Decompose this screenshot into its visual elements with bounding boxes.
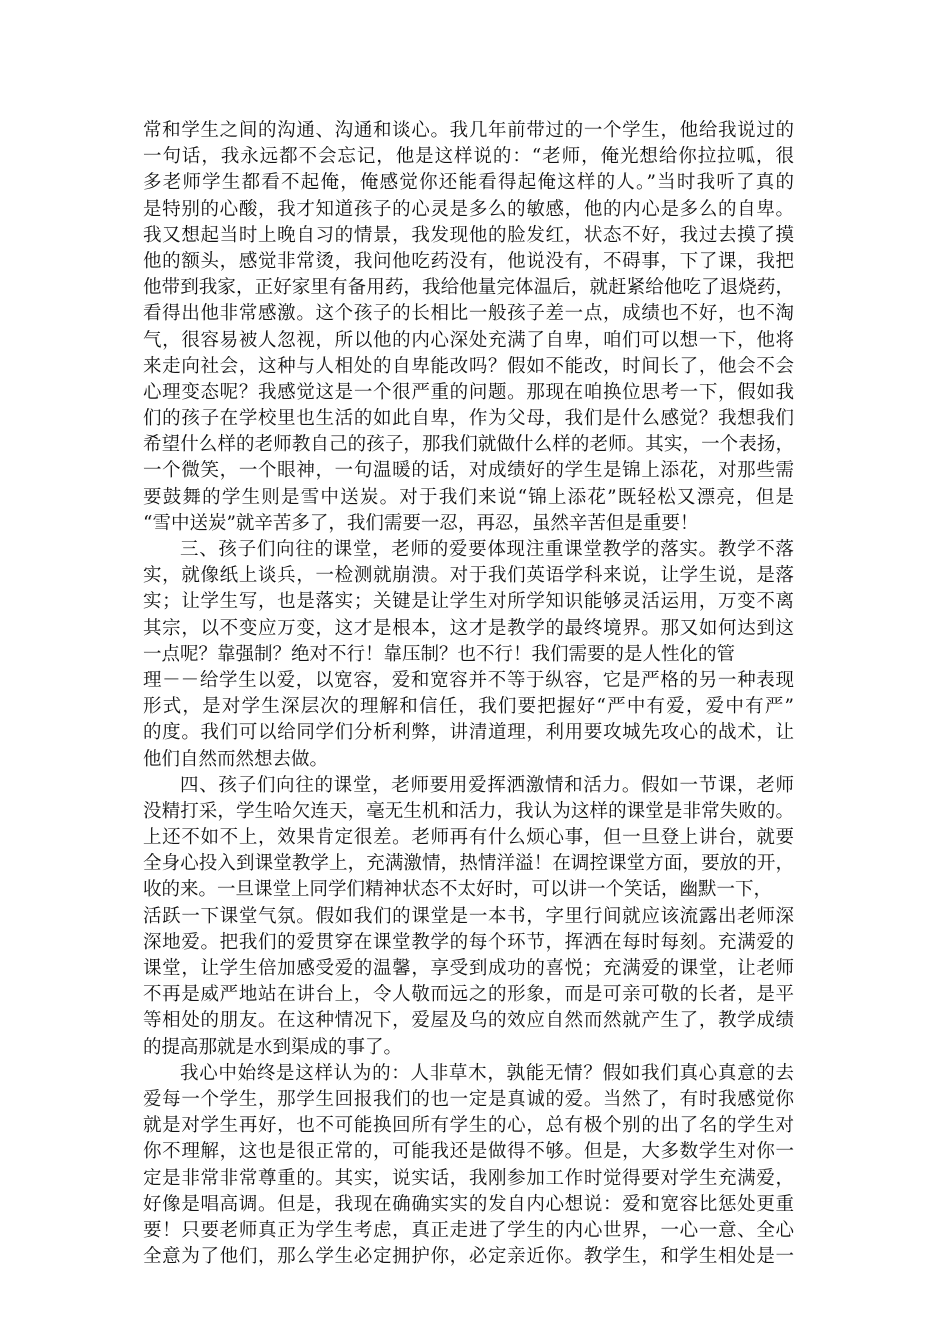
text-line: 活跃一下课堂气氛。假如我们的课堂是一本书，字里行间就应该流露出老师深 bbox=[143, 905, 794, 927]
text-line: 气，很容易被人忽视，所以他的内心深处充满了自卑，咱们可以想一下，他将 bbox=[143, 329, 794, 351]
text-line: 要！只要老师真正为学生考虑，真正走进了学生的内心世界，一心一意、全心 bbox=[143, 1219, 794, 1241]
text-line: 四、孩子们向往的课堂，老师要用爱挥洒激情和活力。假如一节课，老师 bbox=[180, 774, 794, 796]
text-line: 要鼓舞的学生则是雪中送炭。对于我们来说“锦上添花”既轻松又漂亮，但是 bbox=[143, 486, 794, 508]
text-line: 好像是唱高调。但是，我现在确确实实的发自内心想说：爱和宽容比惩处更重 bbox=[143, 1193, 794, 1215]
text-line: 他的额头，感觉非常烫，我问他吃药没有，他说没有，不碍事，下了课，我把 bbox=[143, 250, 794, 272]
text-line: 多老师学生都看不起俺，俺感觉你还能看得起俺这样的人。”当时我听了真的 bbox=[143, 172, 794, 194]
text-line: 看得出他非常感激。这个孩子的长相比一般孩子差一点，成绩也不好，也不淘 bbox=[143, 303, 794, 325]
text-line: 定是非常非常尊重的。其实，说实话，我刚参加工作时觉得要对学生充满爱， bbox=[143, 1167, 794, 1189]
text-line: 的度。我们可以给同学们分析利弊，讲清道理，利用要攻城先攻心的战术，让 bbox=[143, 722, 794, 744]
text-line: 他带到我家，正好家里有备用药，我给他量完体温后，就赶紧给他吃了退烧药， bbox=[143, 277, 794, 299]
text-line: 没精打采，学生哈欠连天，毫无生机和活力，我认为这样的课堂是非常失败的。 bbox=[143, 800, 794, 822]
text-line: 你不理解，这也是很正常的，可能我还是做得不够。但是，大多数学生对你一 bbox=[143, 1141, 794, 1163]
text-line: 等相处的朋友。在这种情况下，爱屋及乌的效应自然而然就产生了，教学成绩 bbox=[143, 1010, 794, 1032]
text-line: 深地爱。把我们的爱贯穿在课堂教学的每个环节，挥洒在每时每刻。充满爱的 bbox=[143, 931, 794, 953]
text-line: 们的孩子在学校里也生活的如此自卑，作为父母，我们是什么感觉？我想我们 bbox=[143, 408, 794, 430]
text-line: 形式，是对学生深层次的理解和信任，我们要把握好“严中有爱，爱中有严” bbox=[143, 696, 794, 718]
text-line: 一个微笑，一个眼神，一句温暖的话，对成绩好的学生是锦上添花，对那些需 bbox=[143, 460, 794, 482]
text-line: 是特别的心酸，我才知道孩子的心灵是多么的敏感，他的内心是多么的自卑。 bbox=[143, 198, 794, 220]
text-line: 实；让学生写，也是落实；关键是让学生对所学知识能够灵活运用，万变不离 bbox=[143, 591, 794, 613]
text-line: 希望什么样的老师教自己的孩子，那我们就做什么样的老师。其实，一个表扬， bbox=[143, 434, 794, 456]
text-line: 我又想起当时上晚自习的情景，我发现他的脸发红，状态不好，我过去摸了摸 bbox=[143, 224, 794, 246]
document-page bbox=[143, 118, 794, 1270]
text-line: 心理变态呢？我感觉这是一个很严重的问题。那现在咱换位思考一下，假如我 bbox=[143, 381, 794, 403]
text-line: 其宗，以不变应万变，这才是根本，这才是教学的最终境界。那又如何达到这 bbox=[143, 617, 794, 639]
text-line: 不再是威严地站在讲台上，令人敬而远之的形象，而是可亲可敬的长者，是平 bbox=[143, 984, 794, 1006]
text-line: 收的来。一旦课堂上同学们精神状态不太好时，可以讲一个笑话，幽默一下， bbox=[143, 879, 773, 901]
text-line: “雪中送炭”就辛苦多了，我们需要一忍，再忍，虽然辛苦但是重要！ bbox=[143, 512, 699, 534]
text-line: 的提高那就是水到渠成的事了。 bbox=[143, 1036, 403, 1058]
text-line: 全意为了他们，那么学生必定拥护你，必定亲近你。教学生，和学生相处是一 bbox=[143, 1246, 794, 1268]
text-line: 常和学生之间的沟通、沟通和谈心。我几年前带过的一个学生，他给我说过的 bbox=[143, 120, 794, 141]
text-line: 来走向社会，这种与人相处的自卑能改吗？假如不能改，时间长了，他会不会 bbox=[143, 355, 794, 377]
text-line: 理－－给学生以爱，以宽容，爱和宽容并不等于纵容，它是严格的另一种表现 bbox=[143, 669, 794, 691]
text-line: 就是对学生再好，也不可能换回所有学生的心，总有极个别的出了名的学生对 bbox=[143, 1115, 794, 1137]
text-line: 一点呢？靠强制？绝对不行！靠压制？也不行！我们需要的是人性化的管 bbox=[143, 643, 736, 665]
text-line: 上还不如不上，效果肯定很差。老师再有什么烦心事，但一旦登上讲台，就要 bbox=[143, 827, 794, 849]
text-line: 他们自然而然想去做。 bbox=[143, 748, 329, 770]
text-line: 实，就像纸上谈兵，一检测就崩溃。对于我们英语学科来说，让学生说，是落 bbox=[143, 565, 794, 587]
text-line: 课堂，让学生倍加感受爱的温馨，享受到成功的喜悦；充满爱的课堂，让老师 bbox=[143, 958, 794, 979]
text-line: 全身心投入到课堂教学上，充满激情，热情洋溢！在调控课堂方面，要放的开， bbox=[143, 853, 794, 875]
text-line: 我心中始终是这样认为的：人非草木，孰能无情？假如我们真心真意的去 bbox=[180, 1062, 794, 1084]
text-line: 爱每一个学生，那学生回报我们的也一定是真诚的爱。当然了，有时我感觉你 bbox=[143, 1088, 794, 1110]
text-line: 一句话，我永远都不会忘记，他是这样说的：“老师，俺光想给你拉拉呱，很 bbox=[143, 146, 794, 168]
text-line: 三、孩子们向往的课堂，老师的爱要体现注重课堂教学的落实。教学不落 bbox=[180, 539, 794, 560]
